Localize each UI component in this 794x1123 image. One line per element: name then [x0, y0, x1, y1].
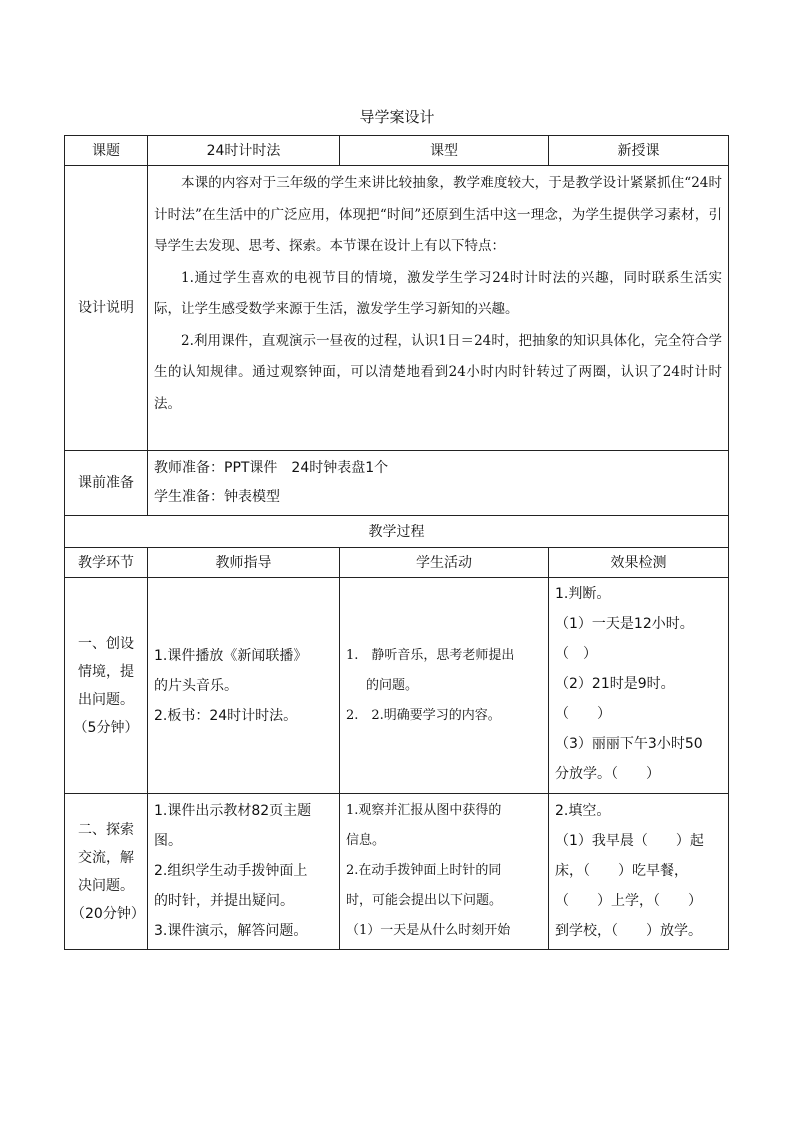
teacher-prep-line: 教师准备：PPT课件 24时钟表盘1个 [154, 460, 389, 476]
prep-label: 课前准备 [65, 451, 148, 516]
student-line: 2.在动手拨钟面上时针的同 [346, 863, 502, 878]
header-row [65, 136, 729, 166]
column-header-row [65, 548, 729, 578]
design-label: 设计说明 [65, 166, 148, 451]
check-line: （2）21时是9时。 [555, 676, 675, 692]
process-title-row [65, 516, 729, 548]
check-line: 床，（ ）吃早餐， [555, 863, 688, 879]
type-value: 新授课 [549, 136, 729, 166]
check-line: （ ） [555, 646, 597, 662]
check-line: （3）丽丽下午3小时50 [555, 736, 703, 752]
stage-name-line: （5分钟） [73, 719, 139, 736]
teacher-line: 的片头音乐。 [154, 677, 238, 694]
col-header-check: 效果检测 [549, 548, 729, 578]
teacher-line: 图。 [154, 833, 182, 849]
check-line: 2.填空。 [555, 803, 611, 819]
stage-2-student [340, 794, 549, 950]
teacher-line: 2.板书：24时计时法。 [154, 707, 298, 724]
prep-content [148, 451, 729, 516]
stage-1-row [65, 578, 729, 794]
student-line: 1.观察并汇报从图中获得的 [346, 803, 502, 818]
stage-name-line: 情境，提 [78, 663, 134, 680]
lesson-plan-table [64, 135, 729, 950]
teacher-line: 2.组织学生动手拨钟面上 [154, 863, 308, 879]
stage-name-line: 出问题。 [78, 691, 134, 708]
design-paragraph-2: 1.通过学生喜欢的电视节目的情境，激发学生学习24时计时法的兴趣，同时联系生活实际，让学生感受数学来源于生活，激发学生学习新知的兴趣。 [154, 269, 722, 317]
design-paragraph-3: 2.利用课件，直观演示一昼夜的过程，认识1日＝24时，把抽象的知识具体化，完全符合学生的认知规律。通过观察钟面，可以清楚地看到24小时内时针转过了两圈，认识了24时计时法。 [154, 332, 722, 412]
teacher-line: 3.课件演示，解答问题。 [154, 923, 308, 939]
stage-2-name [65, 794, 148, 950]
design-paragraph-1: 本课的内容对于三年级的学生来讲比较抽象，教学难度较大，于是教学设计紧紧抓住“24时计时法”在生活中的广泛应用，体现把“时间”还原到生活中这一理念，为学生提供学习素材，引导学生去发现、思考、探索。本节课在设计上有以下特点： [154, 175, 722, 254]
col-header-stage: 教学环节 [65, 548, 148, 578]
teacher-line: 1.课件播放《新闻联播》 [154, 647, 308, 664]
stage-name-line: 决问题。 [78, 877, 134, 894]
col-header-student: 学生活动 [340, 548, 549, 578]
type-label: 课型 [340, 136, 549, 166]
design-row [65, 166, 729, 451]
stage-1-check [549, 578, 729, 794]
stage-name-line: （20分钟） [71, 905, 145, 922]
design-content [148, 166, 729, 451]
student-line: 1. 静听音乐，思考老师提出 [346, 647, 515, 663]
check-line: 1.判断。 [555, 586, 611, 602]
process-title: 教学过程 [65, 516, 729, 548]
check-line: （1）我早晨（ ）起 [555, 833, 704, 849]
check-line: 分放学。（ ） [555, 766, 660, 782]
topic-value: 24时计时法 [148, 136, 340, 166]
stage-1-teacher [148, 578, 340, 794]
stage-2-row [65, 794, 729, 950]
document-title: 导学案设计 [359, 108, 435, 126]
student-line: 信息。 [346, 833, 386, 848]
student-line: 2. 2.明确要学习的内容。 [346, 707, 501, 723]
student-line: 时，可能会提出以下问题。 [346, 893, 503, 908]
stage-2-check [549, 794, 729, 950]
student-prep-line: 学生准备：钟表模型 [154, 489, 280, 505]
check-line: （1）一天是12小时。 [555, 616, 694, 632]
stage-1-name [65, 578, 148, 794]
topic-label: 课题 [65, 136, 148, 166]
stage-1-student [340, 578, 549, 794]
stage-name-line: 二、探索 [78, 821, 134, 838]
prep-row [65, 451, 729, 516]
teacher-line: 的时针，并提出疑问。 [154, 893, 294, 909]
stage-name-line: 一、创设 [78, 635, 134, 652]
student-line: （1）一天是从什么时刻开始 [346, 923, 511, 938]
col-header-teacher: 教师指导 [148, 548, 340, 578]
check-line: （ ）上学，（ ） [555, 893, 702, 909]
check-line: 到学校，（ ）放学。 [555, 923, 702, 939]
teacher-line: 1.课件出示教材82页主题 [154, 803, 312, 819]
stage-name-line: 交流，解 [78, 849, 134, 866]
student-line: 的问题。 [366, 677, 419, 693]
check-line: （ ） [555, 706, 611, 722]
stage-2-teacher [148, 794, 340, 950]
